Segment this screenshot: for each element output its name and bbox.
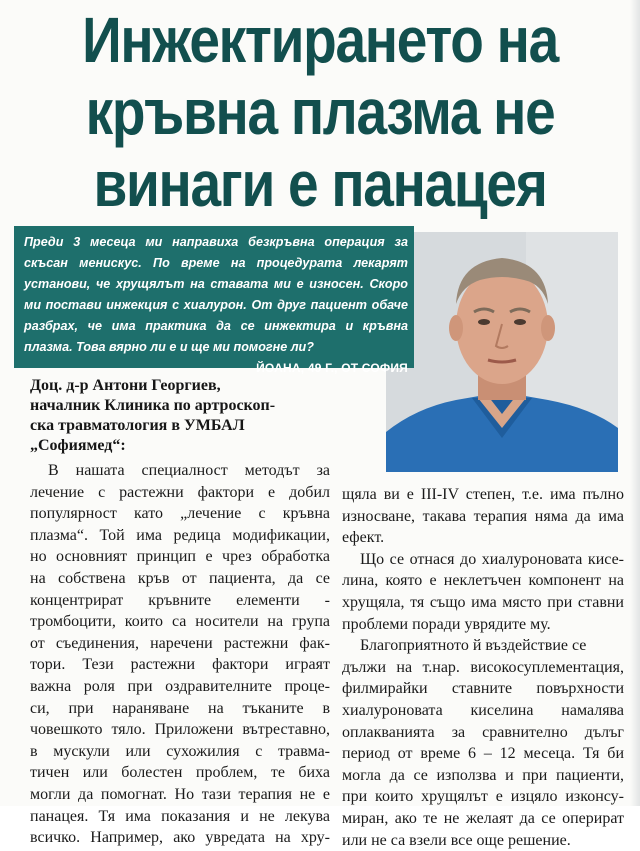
article-line: Благоприятното й въздействие се xyxy=(342,635,624,657)
article-line: ефект. xyxy=(342,527,624,549)
reader-question-box xyxy=(14,226,414,368)
article-line: износване, такава терапия няма да има xyxy=(342,506,624,528)
article-line: хрущяла, тя също има място при ставни xyxy=(342,592,624,614)
article-line: щяла ви е III-IV степен, т.е. има пълно xyxy=(342,484,624,506)
article-line: дължи на т.нар. високосуплементация, xyxy=(342,657,624,679)
headline xyxy=(57,4,583,220)
article-line: концентрират кръвните елементи - xyxy=(30,590,330,612)
byline-line: „Софиямед“: xyxy=(30,436,390,456)
page-edge-shadow xyxy=(630,0,640,806)
article-line: тромбоцити, които са носители на група xyxy=(30,611,330,633)
article-line: могли да помогнат. Но тази терапия не е xyxy=(30,784,330,806)
article-line: популярност като „лечение с кръвна xyxy=(30,503,330,525)
doctor-portrait-icon xyxy=(386,232,618,472)
article-line: тичен или болестен проблем, те биха xyxy=(30,762,330,784)
article-line: панацея. Тя има показания и не лекува xyxy=(30,806,330,828)
byline-line: Доц. д-р Антони Георгиев, xyxy=(30,376,390,396)
reader-signature: ЙОАНА, 49 Г., ОТ СОФИЯ xyxy=(24,358,408,379)
doctor-portrait-photo xyxy=(386,232,618,472)
article-line: на собствена кръв от пациента, да се xyxy=(30,568,330,590)
headline-line: винаги е панацея xyxy=(57,148,583,220)
article-line: филмирайки ставните повърхности xyxy=(342,678,624,700)
headline-line: кръвна плазма не xyxy=(57,76,583,148)
article-line: лечение с растежни фактори е добил xyxy=(30,482,330,504)
article-line: период от време 6 – 12 месеца. Тя би xyxy=(342,743,624,765)
article-line: в мускули или сухожилия с травма- xyxy=(30,741,330,763)
article-line: но основният принцип е чрез обработка xyxy=(30,546,330,568)
article-column-right xyxy=(342,484,624,851)
byline-line: ска травматология в УМБАЛ xyxy=(30,416,390,436)
article-line: тори. Тези растежни фактори играят xyxy=(30,654,330,676)
article-line: важна роля при оздравителните проце- xyxy=(30,676,330,698)
article-line: лина, която е неклетъчен компонент на xyxy=(342,570,624,592)
article-line: от съединения, наречени растежни фак- xyxy=(30,633,330,655)
article-line: човешкото тяло. Приложени вътреставно, xyxy=(30,719,330,741)
article-line: миран, ако те не желаят да се оперират xyxy=(342,808,624,830)
article-line: си, при нараняване на тъканите в xyxy=(30,698,330,720)
article-line: плазма“. Той има редица модификации, xyxy=(30,525,330,547)
article-line: оплакванията за сравнително дълъг xyxy=(342,722,624,744)
expert-byline xyxy=(30,376,390,456)
article-line: могла да се използва и при пациенти, xyxy=(342,765,624,787)
article-line: при които хрущялът е изцяло изконсу- xyxy=(342,786,624,808)
article-line: или не са взели все още решение. xyxy=(342,830,624,851)
byline-line: началник Клиника по артроскоп- xyxy=(30,396,390,416)
article-line: хиалуроновата киселина намалява xyxy=(342,700,624,722)
article-line: В нашата специалност методът за xyxy=(30,460,330,482)
reader-question-text: Преди 3 месеца ми направиха безкръвна операция за скъсан менискус. По време на процедурата лекарят установи, че хрущялът на ставата ми е износен. Скоро ми постави инжекция с хиалурон. От друг пациент обаче разбрах, че има практика да се инжектира и кръвна плазма. Това вярно ли е и ще ми помогне ли? xyxy=(24,232,408,358)
headline-line: Инжектирането на xyxy=(57,4,583,76)
article-line: Що се отнася до хиалуроновата кисе- xyxy=(342,549,624,571)
article-line: проблеми поради уврядите му. xyxy=(342,614,624,636)
article-column-left xyxy=(30,460,330,849)
article-line: всичко. Например, ако увредата на хру- xyxy=(30,827,330,849)
